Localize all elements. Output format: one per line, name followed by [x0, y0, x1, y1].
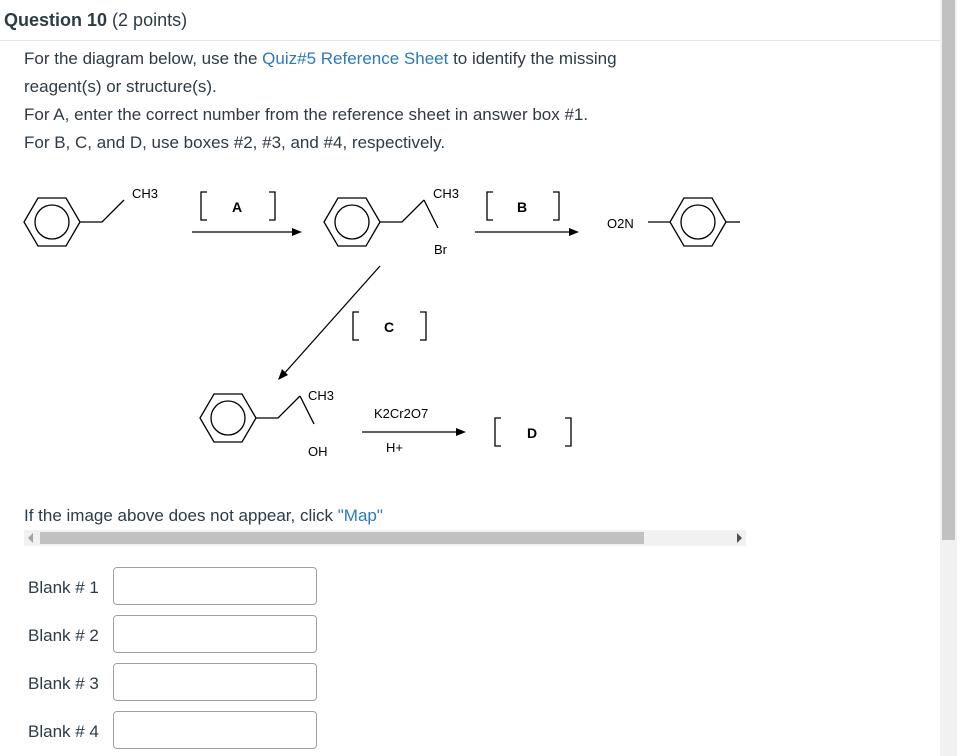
- ethyl-chain: [80, 200, 124, 222]
- instruction-line-3: For A, enter the correct number from the reference sheet in answer box #1.: [24, 105, 589, 124]
- scroll-right-icon[interactable]: [737, 533, 742, 543]
- question-title: [4, 10, 187, 31]
- vertical-scrollbar[interactable]: [940, 0, 957, 756]
- blank-label-3: Blank # 3: [28, 674, 99, 693]
- instruction-text: For the diagram below, use the: [24, 49, 258, 68]
- blank-label-4: Blank # 4: [28, 722, 99, 741]
- ch3-label-2: CH3: [433, 186, 460, 201]
- blank-row-3: [0, 663, 340, 707]
- question-header: [0, 0, 940, 41]
- blank-row-2: [0, 615, 340, 659]
- map-note-text: If the image above does not appear, click: [24, 506, 334, 525]
- question-points: (2 points): [112, 10, 188, 30]
- instruction-line-1: [24, 49, 617, 69]
- reagent-bottom-label: H+: [386, 440, 403, 455]
- o2n-label: O2N: [607, 216, 634, 231]
- blank-input-1[interactable]: [113, 567, 317, 605]
- benzene-ring-2: [324, 198, 380, 246]
- instruction-line-4: For B, C, and D, use boxes #2, #3, and #4, respectively.: [24, 133, 446, 152]
- instruction-line-2: reagent(s) or structure(s).: [24, 77, 217, 96]
- reagent-top-label: K2Cr2O7: [374, 406, 429, 421]
- label-d: D: [527, 425, 538, 441]
- oh-label: OH: [308, 444, 328, 459]
- label-c: C: [384, 319, 395, 335]
- scroll-left-icon[interactable]: [28, 533, 33, 543]
- blank-row-4: [0, 711, 340, 755]
- blank-input-2[interactable]: [113, 615, 317, 653]
- vertical-scroll-thumb[interactable]: [942, 0, 955, 540]
- ch3-label-3: CH3: [308, 388, 335, 403]
- label-b: B: [517, 199, 528, 215]
- br-label: Br: [434, 242, 447, 257]
- page-edge: [957, 0, 976, 756]
- map-link[interactable]: "Map": [337, 506, 383, 525]
- blank-input-3[interactable]: [113, 663, 317, 701]
- benzene-ring-4: [200, 394, 256, 442]
- blank-label-1: Blank # 1: [28, 578, 99, 597]
- benzene-ring-3: [670, 198, 726, 246]
- horizontal-scrollbar[interactable]: [24, 530, 746, 546]
- blank-label-2: Blank # 2: [28, 626, 99, 645]
- scroll-thumb[interactable]: [40, 532, 644, 544]
- reaction-diagram: [20, 170, 760, 470]
- reference-sheet-link[interactable]: Quiz#5 Reference Sheet: [262, 49, 449, 68]
- label-a: A: [232, 199, 243, 215]
- ch3-label-1: CH3: [132, 186, 159, 201]
- blank-input-4[interactable]: [113, 711, 317, 749]
- benzene-ring-1: [24, 198, 80, 246]
- map-note: [24, 506, 383, 526]
- blank-row-1: [0, 567, 340, 611]
- question-number: Question 10: [4, 10, 108, 30]
- instruction-text: to identify the missing: [453, 49, 617, 68]
